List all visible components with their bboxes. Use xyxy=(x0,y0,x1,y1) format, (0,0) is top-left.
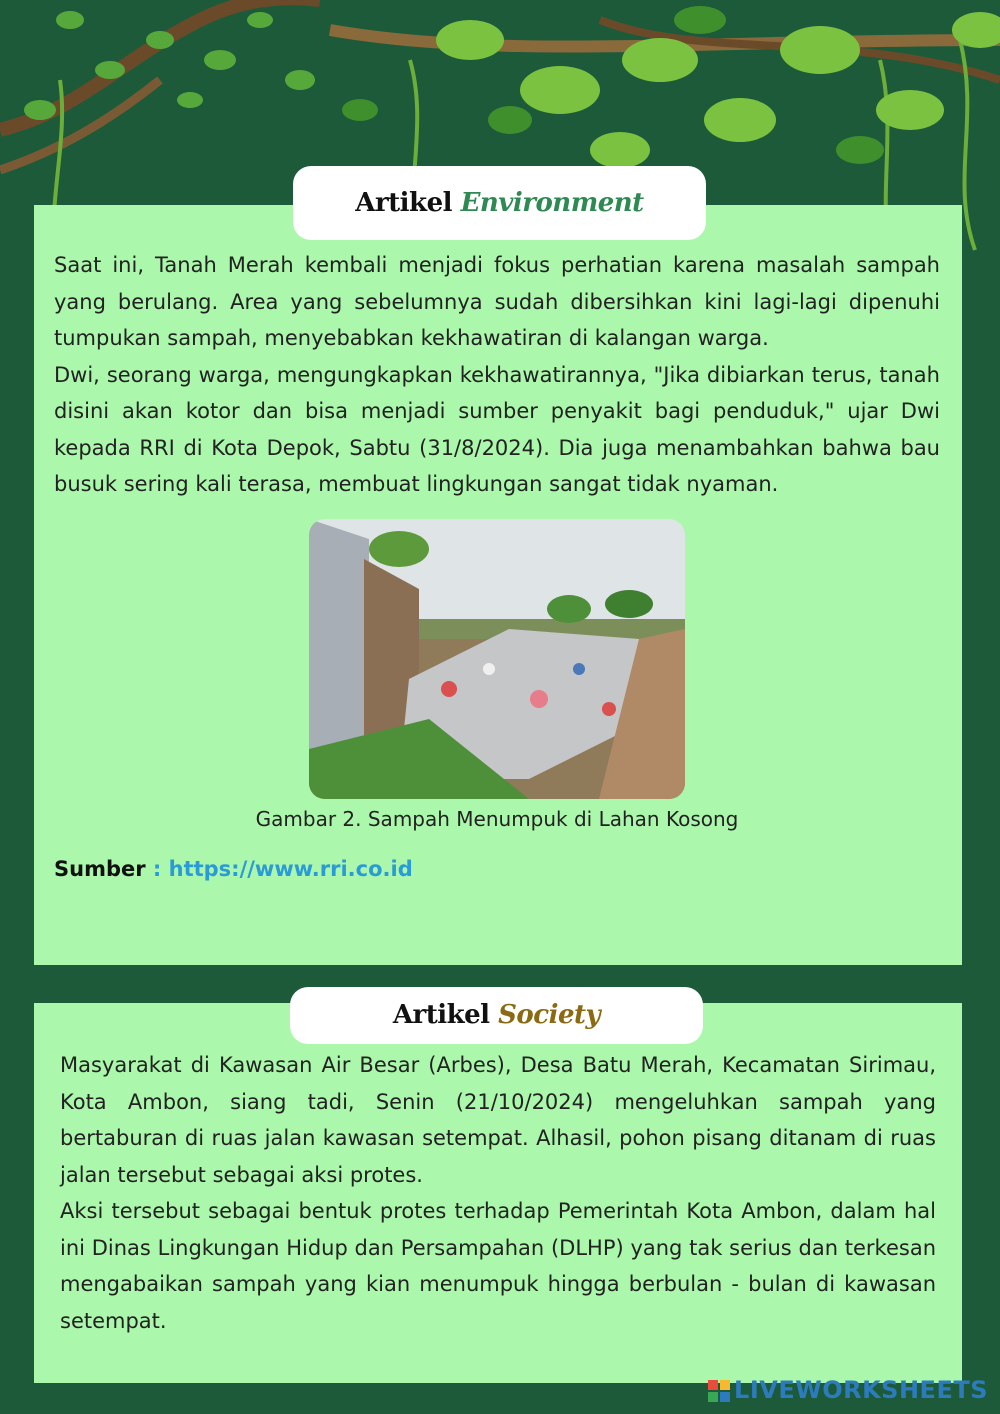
env-paragraph-2: Dwi, seorang warga, mengungkapkan kekhawatirannya, "Jika dibiarkan terus, tanah disini akan kotor dan bisa menjadi sumber penyakit bagi penduduk," ujar Dwi kepada RRI di Kota Depok, Sabtu (31/8/2024). Dia juga menambahkan bahwa bau busuk sering kali terasa, membuat lingkungan sangat tidak nyaman. xyxy=(54,362,940,496)
soc-paragraph-1: Masyarakat di Kawasan Air Besar (Arbes), Desa Batu Merah, Kecamatan Sirimau, Kota Ambon, siang tadi, Senin (21/10/2024) mengeluhkan sampah yang bertaburan di ruas jalan kawasan setempat. Alhasil, pohon pisang ditanam di ruas jalan tersebut sebagai aksi protes. xyxy=(60,1053,936,1187)
source-separator: : xyxy=(145,856,169,881)
liveworksheets-watermark xyxy=(708,1376,988,1404)
source-link[interactable]: https://www.rri.co.id xyxy=(168,856,413,881)
watermark-text: LIVEWORKSHEETS xyxy=(734,1376,988,1404)
soc-title-italic: Society xyxy=(498,1000,601,1030)
soc-paragraph-2: Aksi tersebut sebagai bentuk protes terhadap Pemerintah Kota Ambon, dalam hal ini Dinas Lingkungan Hidup dan Persampahan (DLHP) yang tak serius dan terkesan mengabaikan sampah yang kian menumpuk hingga berbulan - bulan di kawasan setempat. xyxy=(60,1199,936,1333)
env-title-plain: Artikel xyxy=(355,188,452,218)
society-title xyxy=(290,987,703,1044)
environment-article-panel xyxy=(34,205,962,965)
env-paragraph-1: Saat ini, Tanah Merah kembali menjadi fokus perhatian karena masalah sampah yang berulang. Area yang sebelumnya sudah dibersihkan kini lagi-lagi dipenuhi tumpukan sampah, menyebabkan kekhawatiran di kalangan warga. xyxy=(54,253,940,350)
source-line xyxy=(54,857,940,881)
society-article-panel xyxy=(34,1003,962,1383)
source-label: Sumber xyxy=(54,856,146,881)
photo-caption: Gambar 2. Sampah Menumpuk di Lahan Kosong xyxy=(255,806,739,831)
liveworksheets-logo-icon xyxy=(708,1380,730,1402)
garbage-pile-photo xyxy=(309,519,685,799)
environment-title xyxy=(293,166,706,240)
env-title-italic: Environment xyxy=(460,188,644,218)
soc-title-plain: Artikel xyxy=(392,1000,490,1030)
